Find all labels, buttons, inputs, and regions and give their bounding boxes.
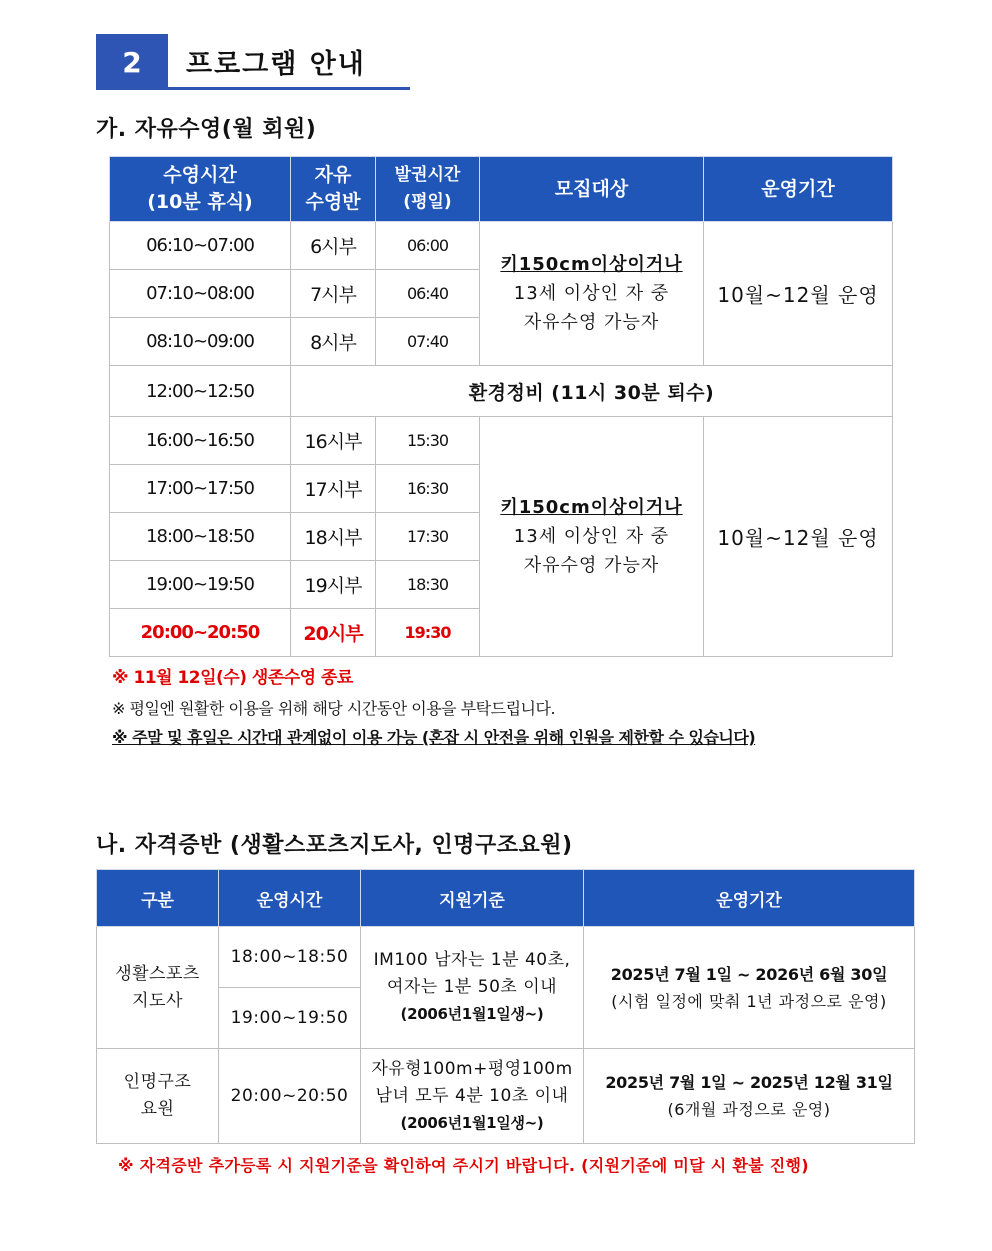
table-row <box>97 927 915 988</box>
ticket-cell: 07:40 <box>376 318 480 366</box>
period-cell: 10월~12월 운영 <box>704 222 893 366</box>
category-cell: 생활스포츠 지도사 <box>97 927 219 1049</box>
ticket-cell: 16:30 <box>376 465 480 513</box>
header-period: 운영기간 <box>704 157 893 222</box>
maintenance-cell: 환경정비 (11시 30분 퇴수) <box>291 366 893 417</box>
class-cell: 16시부 <box>291 417 376 465</box>
table-row <box>110 222 893 270</box>
header-class: 자유 수영반 <box>291 157 376 222</box>
class-cell: 18시부 <box>291 513 376 561</box>
part-b-title: 나. 자격증반 (생활스포츠지도사, 인명구조요원) <box>96 833 573 858</box>
time-cell: 17:00~17:50 <box>110 465 291 513</box>
note-survival-swim: ※ 11월 12일(수) 생존수영 종료 <box>112 668 353 688</box>
class-cell: 17시부 <box>291 465 376 513</box>
time-cell: 12:00~12:50 <box>110 366 291 417</box>
certificate-table <box>96 869 915 1144</box>
section-number: 2 <box>96 34 168 90</box>
target-cell: 키150cm이상이거나 13세 이상인 자 중 자유수영 가능자 <box>480 222 704 366</box>
period-cell: 2025년 7월 1일 ~ 2026년 6월 30일 (시험 일정에 맞춰 1년 과정으로 운영) <box>584 927 915 1049</box>
criteria-cell: IM100 남자는 1분 40초, 여자는 1분 50초 이내 (2006년1월1일생~) <box>361 927 584 1049</box>
table-header-row <box>97 870 915 927</box>
period-cell: 10월~12월 운영 <box>704 417 893 657</box>
ticket-cell: 06:00 <box>376 222 480 270</box>
class-cell: 7시부 <box>291 270 376 318</box>
category-cell: 인명구조 요원 <box>97 1049 219 1144</box>
time-cell: 19:00~19:50 <box>219 988 361 1049</box>
time-cell: 08:10~09:00 <box>110 318 291 366</box>
period-cell: 2025년 7월 1일 ~ 2025년 12월 31일 (6개월 과정으로 운영) <box>584 1049 915 1144</box>
target-cell: 키150cm이상이거나 13세 이상인 자 중 자유수영 가능자 <box>480 417 704 657</box>
section-header <box>96 34 410 92</box>
maintenance-row <box>110 366 893 417</box>
free-swim-table <box>109 156 893 657</box>
class-cell: 20시부 <box>291 609 376 657</box>
time-cell: 19:00~19:50 <box>110 561 291 609</box>
table-row <box>97 1049 915 1144</box>
header-ticket: 발권시간 (평일) <box>376 157 480 222</box>
time-cell: 18:00~18:50 <box>219 927 361 988</box>
section-title: 프로그램 안내 <box>186 49 366 80</box>
header-period: 운영기간 <box>584 870 915 927</box>
time-cell: 18:00~18:50 <box>110 513 291 561</box>
class-cell: 19시부 <box>291 561 376 609</box>
header-category: 구분 <box>97 870 219 927</box>
ticket-cell: 06:40 <box>376 270 480 318</box>
class-cell: 8시부 <box>291 318 376 366</box>
part-a-title: 가. 자유수영(월 회원) <box>96 117 317 142</box>
ticket-cell: 17:30 <box>376 513 480 561</box>
ticket-cell: 18:30 <box>376 561 480 609</box>
time-cell: 16:00~16:50 <box>110 417 291 465</box>
table-header-row <box>110 157 893 222</box>
note-weekday: ※ 평일엔 원활한 이용을 위해 해당 시간동안 이용을 부탁드립니다. <box>112 699 556 718</box>
time-cell: 20:00~20:50 <box>110 609 291 657</box>
time-cell: 20:00~20:50 <box>219 1049 361 1144</box>
section-underline <box>168 87 410 90</box>
header-time: 수영시간 (10분 휴식) <box>110 157 291 222</box>
time-cell: 07:10~08:00 <box>110 270 291 318</box>
ticket-cell: 15:30 <box>376 417 480 465</box>
class-cell: 6시부 <box>291 222 376 270</box>
table-row <box>110 417 893 465</box>
time-cell: 06:10~07:00 <box>110 222 291 270</box>
header-time: 운영시간 <box>219 870 361 927</box>
footer-note: ※ 자격증반 추가등록 시 지원기준을 확인하여 주시기 바랍니다. (지원기준에 미달 시 환불 진행) <box>118 1156 809 1175</box>
header-criteria: 지원기준 <box>361 870 584 927</box>
ticket-cell: 19:30 <box>376 609 480 657</box>
note-weekend: ※ 주말 및 휴일은 시간대 관계없이 이용 가능 (혼잡 시 안전을 위해 인원을 제한할 수 있습니다) <box>112 728 756 747</box>
criteria-cell: 자유형100m+평영100m 남녀 모두 4분 10초 이내 (2006년1월1일생~) <box>361 1049 584 1144</box>
header-target: 모집대상 <box>480 157 704 222</box>
